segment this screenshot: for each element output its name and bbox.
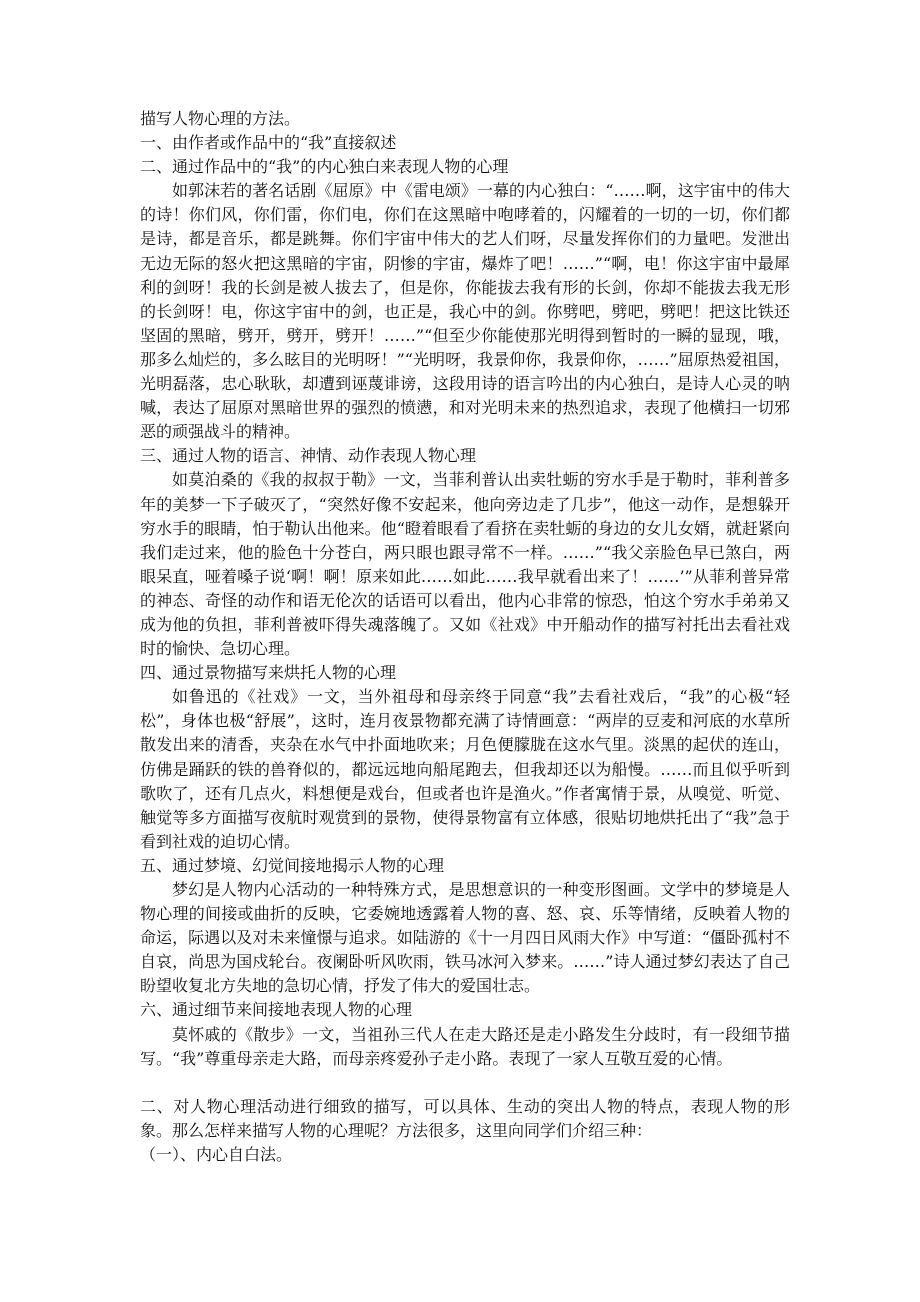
section-heading-5: 五、通过梦境、幻觉间接地揭示人物的心理	[140, 855, 445, 875]
paragraph-walk: 莫怀戚的《散步》一文，当祖孙三代人在走大路还是走小路发生分歧时，有一段细节描写。“我”尊重母亲走大路，而母亲疼爱孙子走小路。表现了一家人互敬互爱的心情。	[140, 1024, 790, 1068]
doc-title: 描写人物心理的方法。	[140, 109, 301, 128]
paragraph-village-opera: 如鲁迅的《社戏》一文，当外祖母和母亲终于同意“我”去看社戏后，“我”的心极“轻松”，身体也极“舒展”，这时，连月夜景物都充满了诗情画意：“两岸的豆麦和河底的水草所散发出来的清香，夹杂在水气中扑面地吹来；月色便朦胧在这水气里。淡黑的起伏的连山，仿佛是踊跃的铁的兽脊似的，都远远地向船尾跑去，但我却还以为船慢。……而且似乎听到歌吹了，还有几点火，料想便是戏台，但或者也许是渔火。”作者寓情于景，从嗅觉、听觉、触觉等多方面描写夜航时观赏到的景物，使得景物富有立体感，很贴切地烘托出了“我”急于看到社戏的迫切心情。	[140, 687, 790, 851]
section-heading-1: 一、由作者或作品中的“我”直接叙述	[140, 133, 397, 153]
document-page	[140, 107, 790, 1167]
paragraph-dreams: 梦幻是人物内心活动的一种特殊方式，是思想意识的一种变形图画。文学中的梦境是人物心理的间接或曲折的反映，它委婉地透露着人物的喜、怒、哀、乐等情绪，反映着人物的命运，际遇以及对未来憧憬与追求。如陆游的《十一月四日风雨大作》中写道：“僵卧孤村不自哀，尚思为国戍轮台。夜阑卧听风吹雨，铁马冰河入梦来。……”诗人通过梦幻表达了自己盼望收复北方失地的急切心情，抒发了伟大的爱国壮志。	[140, 880, 790, 996]
section-heading-2: 二、通过作品中的“我”的内心独白来表现人物的心理	[140, 157, 509, 177]
paragraph-uncle-jules: 如莫泊桑的《我的叔叔于勒》一文，当菲利普认出卖牡蛎的穷水手是于勒时，菲利普多年的美梦一下子破灭了，“突然好像不安起来，他向旁边走了几步”，他这一动作，是想躲开穷水手的眼睛，怕于勒认出他来。他“瞪着眼看了看挤在卖牡蛎的身边的女儿女婿，就赶紧向我们走过来，他的脸色十分苍白，两只眼也跟寻常不一样。……”“我父亲脸色早已煞白，两眼呆直，哑着嗓子说‘啊！啊！原来如此……如此……我早就看出来了！……’”从菲利普异常的神态、奇怪的动作和语无伦次的话语可以看出，他内心非常的惊恐，怕这个穷水手弟弟又成为他的负担，菲利普被吓得失魂落魄了。又如《社戏》中开船动作的描写衬托出去看社戏时的愉快、急切心理。	[140, 470, 790, 659]
section-heading-6: 六、通过细节来间接地表现人物的心理	[140, 1000, 413, 1020]
subheading-inner-monologue: （一）、内心自白法。	[140, 1144, 293, 1164]
paragraph-intro-methods: 二、对人物心理活动进行细致的描写，可以具体、生动的突出人物的特点，表现人物的形象。那么怎样来描写人物的心理呢？方法很多，这里向同学们介绍三种：	[140, 1096, 790, 1140]
paragraph-qu-yuan: 如郭沫若的著名话剧《屈原》中《雷电颂》一幕的内心独白：“……啊，这宇宙中的伟大的诗！你们风，你们雷，你们电，你们在这黑暗中咆哮着的，闪耀着的一切的一切，你们都是诗，都是音乐，都是跳舞。你们宇宙中伟大的艺人们呀，尽量发挥你们的力量吧。发泄出无边无际的怒火把这黑暗的宇宙，阴惨的宇宙，爆炸了吧！……”“啊，电！你这宇宙中最犀利的剑呀！我的长剑是被人拔去了，但是你，你能拔去我有形的长剑，你却不能拔去我无形的长剑呀！电，你这宇宙中的剑，也正是，我心中的剑。你劈吧，劈吧，劈吧！把这比铁还坚固的黑暗，劈开，劈开，劈开！……”“但至少你能使那光明得到暂时的一瞬的显现，哦，那多么灿烂的，多么眩目的光明呀！”“光明呀，我景仰你，我景仰你，……”屈原热爱祖国，光明磊落，忠心耿耿，却遭到诬蔑诽谤，这段用诗的语言吟出的内心独白，是诗人心灵的呐喊，表达了屈原对黑暗世界的强烈的愤懑，和对光明未来的热烈追求，表现了他横扫一切邪恶的顽强战斗的精神。	[140, 181, 790, 442]
blank-line	[140, 1071, 790, 1095]
section-heading-4: 四、通过景物描写来烘托人物的心理	[140, 663, 397, 683]
section-heading-3: 三、通过人物的语言、神情、动作表现人物心理	[140, 446, 477, 466]
